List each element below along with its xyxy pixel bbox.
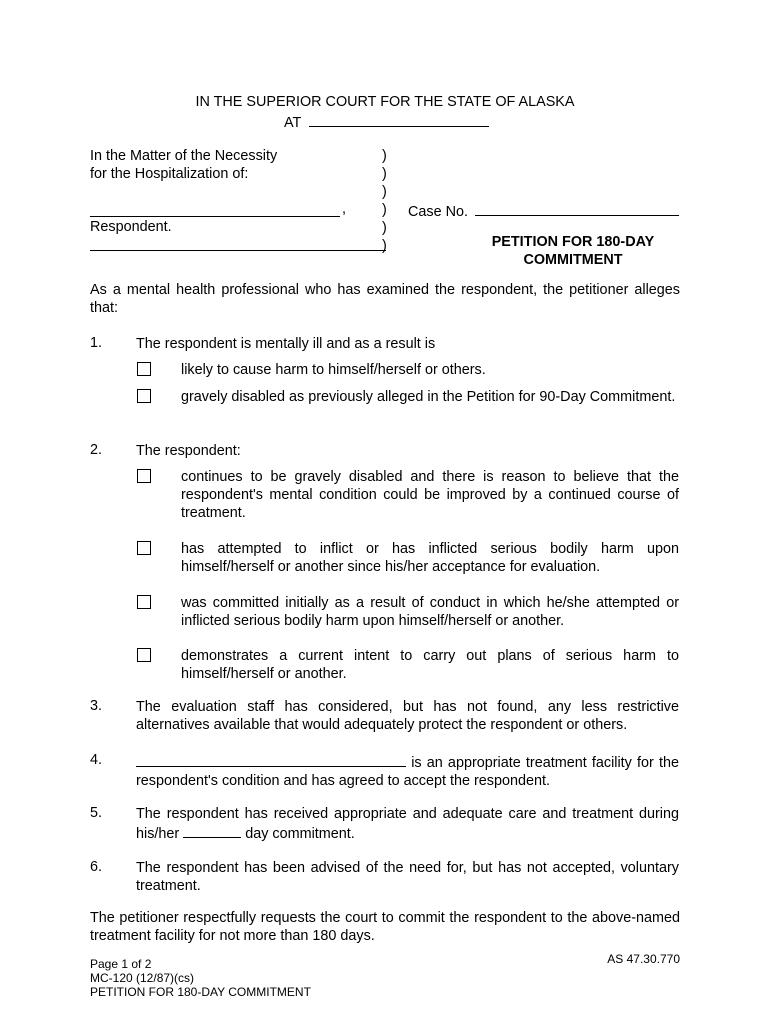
matter-text: In the Matter of the Necessity for the Hospitalization of:	[90, 148, 278, 182]
document-title: PETITION FOR 180-DAY COMMITMENT	[491, 234, 655, 268]
respondent-label: Respondent.	[90, 219, 172, 235]
checkbox-likely-harm[interactable]	[137, 362, 151, 376]
checkbox-current-intent[interactable]	[137, 648, 151, 662]
option-current-intent: demonstrates a current intent to carry out plans of serious harm to himself/herself or another.	[181, 648, 679, 682]
location-blank[interactable]	[309, 112, 489, 127]
checkbox-committed-initially[interactable]	[137, 595, 151, 609]
caption-paren: )	[382, 184, 387, 200]
case-number: Case No.	[408, 201, 679, 220]
option-committed-initially: was committed initially as a result of conduct in which he/she attempted or inflicted serious bodily harm upon himself/herself or another.	[181, 595, 679, 629]
respondent-comma: ,	[342, 201, 346, 217]
court-location: AT	[284, 112, 489, 131]
item-3-text: The evaluation staff has considered, but has not found, any less restrictive alternatives available that would adequately protect the respondent or others.	[136, 699, 679, 733]
item-number: 5.	[90, 805, 103, 821]
item-number: 1.	[90, 335, 103, 351]
item-2-text: The respondent:	[136, 443, 241, 459]
item-number: 2.	[90, 442, 103, 458]
case-number-blank[interactable]	[475, 201, 679, 216]
intro-paragraph: As a mental health professional who has examined the respondent, the petitioner alleges that:	[90, 282, 680, 316]
caption-paren: )	[382, 220, 387, 236]
respondent-name-blank[interactable]	[90, 208, 340, 217]
checkbox-gravely-disabled[interactable]	[137, 389, 151, 403]
checkbox-attempted-harm[interactable]	[137, 541, 151, 555]
option-attempted-harm: has attempted to inflict or has inflicted serious bodily harm upon himself/herself or another since his/her acceptance for evaluation.	[181, 541, 679, 575]
footer-left: Page 1 of 2 MC-120 (12/87)(cs) PETITION FOR 180-DAY COMMITMENT	[90, 957, 311, 999]
respondent-signature-blank[interactable]	[90, 244, 386, 251]
checkbox-continues-gravely-disabled[interactable]	[137, 469, 151, 483]
closing-paragraph: The petitioner respectfully requests the court to commit the respondent to the above-named treatment facility for not more than 180 days.	[90, 910, 680, 944]
item-6-text: The respondent has been advised of the need for, but has not accepted, voluntary treatment.	[136, 860, 679, 894]
option-likely-harm: likely to cause harm to himself/herself or others.	[181, 362, 486, 378]
item-number: 4.	[90, 752, 103, 768]
treatment-facility-blank[interactable]	[136, 752, 406, 767]
item-number: 3.	[90, 698, 103, 714]
item-4-text: is an appropriate treatment facility for the respondent's condition and has agreed to accept the respondent.	[136, 752, 679, 790]
option-gravely-disabled: gravely disabled as previously alleged in the Petition for 90-Day Commitment.	[181, 389, 676, 405]
caption-paren: )	[382, 202, 387, 218]
item-number: 6.	[90, 859, 103, 875]
statute-reference: AS 47.30.770	[607, 952, 680, 966]
commitment-days-blank[interactable]	[183, 823, 241, 838]
option-continues-gravely-disabled: continues to be gravely disabled and there is reason to believe that the respondent's mental condition could be improved by a continued course of treatment.	[181, 469, 679, 521]
caption-paren: )	[382, 166, 387, 182]
item-5-text: The respondent has received appropriate and adequate care and treatment during his/her day commitment.	[136, 806, 679, 842]
caption-paren: )	[382, 238, 387, 254]
court-heading: IN THE SUPERIOR COURT FOR THE STATE OF ALASKA	[195, 94, 575, 110]
item-1-text: The respondent is mentally ill and as a result is	[136, 336, 436, 352]
caption-paren: )	[382, 148, 387, 164]
